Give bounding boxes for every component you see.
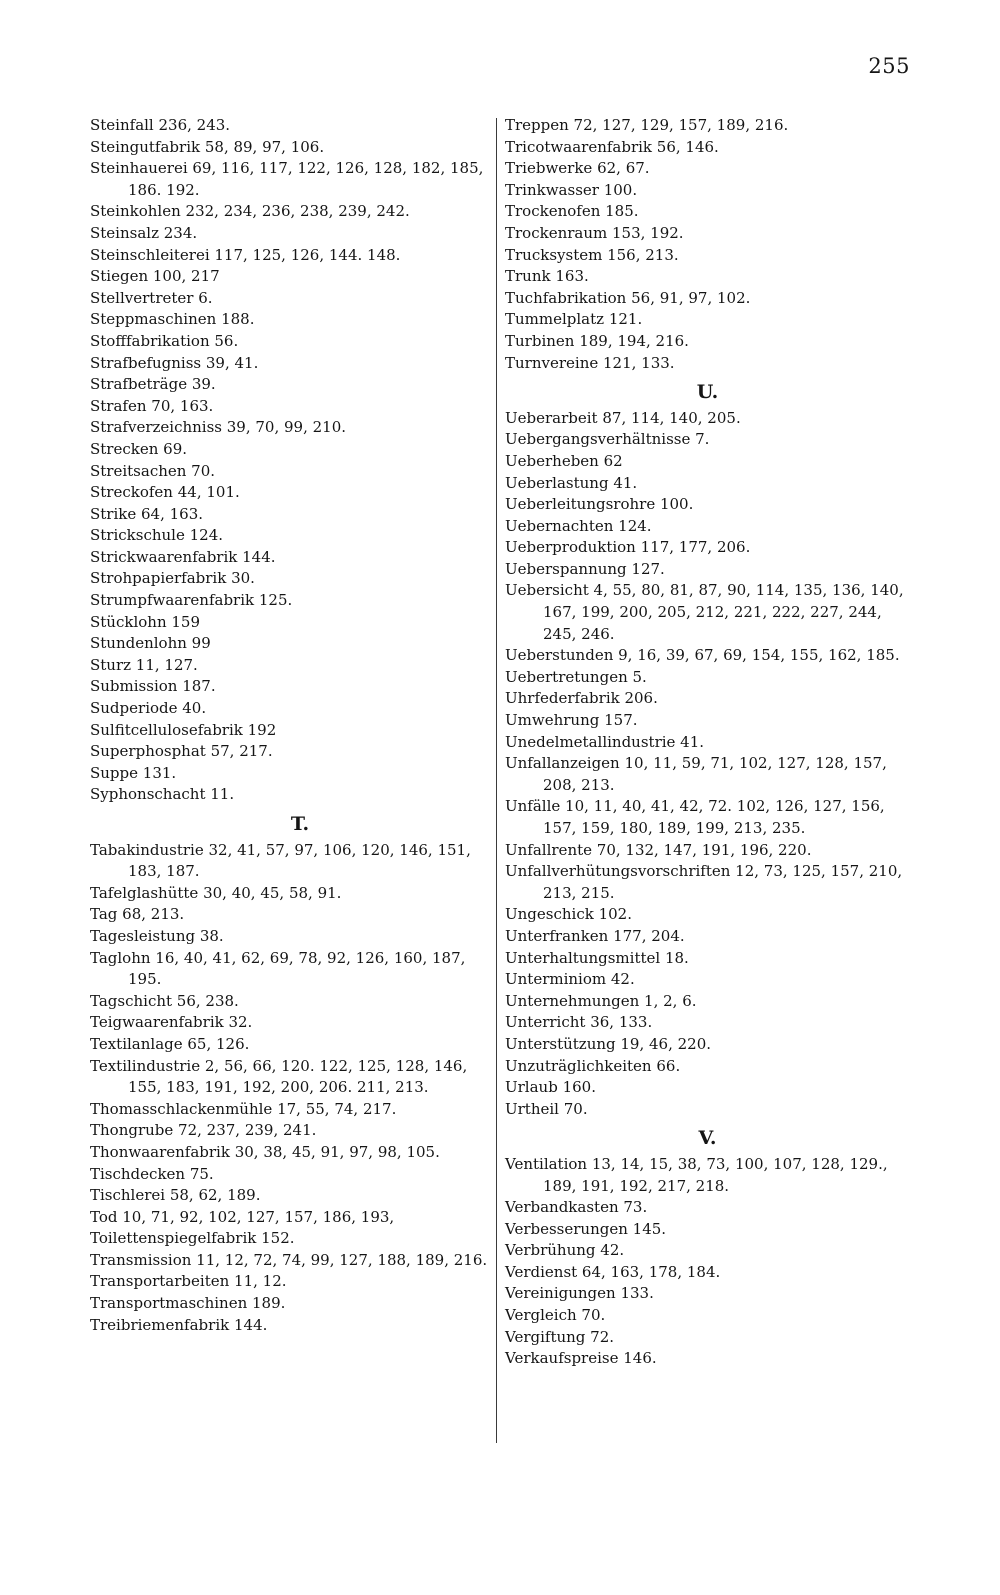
index-entry: Submission 187.: [90, 677, 216, 696]
index-entry: Verdienst 64, 163, 178, 184.: [505, 1262, 721, 1281]
index-entry: Taglohn 16, 40, 41, 62, 69, 78, 92, 126, 160, 187, 195.: [90, 948, 466, 989]
index-entry: Strafbeträge 39.: [90, 375, 216, 394]
index-entry: Turbinen 189, 194, 216.: [505, 331, 689, 350]
index-entry: Strafbefugniss 39, 41.: [90, 353, 259, 372]
index-entry: Unfallverhütungsvorschriften 12, 73, 125, 157, 210, 213, 215.: [505, 862, 903, 902]
index-entry: Tricotwaarenfabrik 56, 146.: [505, 137, 719, 156]
index-entry: Strike 64, 163.: [90, 504, 204, 523]
index-entry: Transportmaschinen 189.: [90, 1294, 286, 1313]
index-entry: Transportarbeiten 11, 12.: [90, 1272, 287, 1291]
index-entry: Unedelmetallindustrie 41.: [505, 732, 705, 751]
index-entry: Uebernachten 124.: [505, 516, 652, 535]
index-entry: Unzuträglichkeiten 66.: [505, 1056, 681, 1075]
index-entry: Stücklohn 159: [90, 612, 201, 631]
index-entry: Unfallanzeigen 10, 11, 59, 71, 102, 127, 128, 157, 208, 213.: [505, 754, 887, 794]
page-number: 255: [868, 54, 910, 78]
index-entry: Steinsalz 234.: [90, 223, 198, 242]
index-entry: Thonwaarenfabrik 30, 38, 45, 91, 97, 98, 105.: [90, 1142, 440, 1161]
index-entry: Trockenraum 153, 192.: [505, 223, 684, 242]
index-entry: Treibriemenfabrik 144.: [90, 1315, 268, 1334]
index-entry: Vereinigungen 133.: [505, 1284, 654, 1303]
index-entry: Thongrube 72, 237, 239, 241.: [90, 1121, 317, 1140]
index-entry: Sturz 11, 127.: [90, 655, 198, 674]
index-entry: Tischlerei 58, 62, 189.: [90, 1186, 261, 1205]
index-entry: Tuchfabrikation 56, 91, 97, 102.: [505, 288, 751, 307]
index-entry: Steinkohlen 232, 234, 236, 238, 239, 242.: [90, 202, 410, 221]
index-entry: Stiegen 100, 217: [90, 267, 220, 286]
index-entry: Ueberstunden 9, 16, 39, 67, 69, 154, 155, 162, 185.: [505, 646, 900, 665]
section-letter: T.: [290, 813, 310, 835]
index-entry: Steinfall 236, 243.: [90, 116, 231, 134]
right-column: [505, 115, 910, 1370]
index-entry: Transmission 11, 12, 72, 74, 99, 127, 188, 189, 216.: [90, 1250, 488, 1269]
index-entry: Textilanlage 65, 126.: [90, 1034, 250, 1053]
index-entry: Unternehmungen 1, 2, 6.: [505, 991, 697, 1010]
index-entry: Unfallrente 70, 132, 147, 191, 196, 220.: [505, 840, 812, 859]
index-entry: Vergiftung 72.: [505, 1327, 615, 1346]
index-entry: Unterhaltungsmittel 18.: [505, 948, 689, 967]
index-entry: Unterminiom 42.: [505, 970, 635, 989]
index-entry: Verbandkasten 73.: [505, 1198, 648, 1217]
index-entry: Ueberproduktion 117, 177, 206.: [505, 538, 751, 557]
index-entry: Textilindustrie 2, 56, 66, 120. 122, 125, 128, 146, 155, 183, 191, 192, 200, 206. 211, 213.: [90, 1056, 468, 1097]
index-entry: Unterstützung 19, 46, 220.: [505, 1034, 712, 1053]
index-entry: Tod 10, 71, 92, 102, 127, 157, 186, 193,: [90, 1207, 395, 1226]
section-letter: V.: [698, 1127, 717, 1150]
index-entry: Trockenofen 185.: [505, 202, 639, 221]
index-entry: Teigwaarenfabrik 32.: [90, 1013, 253, 1032]
index-entry: Unfälle 10, 11, 40, 41, 42, 72. 102, 126, 127, 156, 157, 159, 180, 189, 199, 213, 235.: [505, 797, 885, 837]
index-entry: Sudperiode 40.: [90, 699, 207, 718]
index-entry: Uebergangsverhältnisse 7.: [505, 430, 710, 449]
index-entry: Ueberleitungsrohre 100.: [505, 495, 694, 514]
index-entry: Uhrfederfabrik 206.: [505, 689, 658, 708]
index-entry: Tafelglashütte 30, 40, 45, 58, 91.: [90, 883, 342, 902]
index-entry: Strecken 69.: [90, 439, 188, 458]
index-entry: Strafverzeichniss 39, 70, 99, 210.: [90, 418, 347, 437]
index-entry: Urlaub 160.: [505, 1078, 596, 1097]
column-divider: [496, 118, 497, 1443]
index-entry: Steinhauerei 69, 116, 117, 122, 126, 128, 182, 185, 186. 192.: [90, 159, 484, 199]
index-entry: Strohpapierfabrik 30.: [90, 569, 255, 588]
index-entry: Strickwaarenfabrik 144.: [90, 547, 276, 566]
index-entry: Strickschule 124.: [90, 526, 224, 545]
index-entry: Ventilation 13, 14, 15, 38, 73, 100, 107, 128, 129., 189, 191, 192, 217, 218.: [505, 1154, 888, 1195]
index-entry: Uebertretungen 5.: [505, 667, 647, 686]
index-entry: Stundenlohn 99: [90, 634, 211, 653]
index-entry: Superphosphat 57, 217.: [90, 742, 273, 761]
index-entry: Verbrühung 42.: [505, 1241, 625, 1260]
index-entry: Tagschicht 56, 238.: [90, 991, 239, 1010]
index-entry: Unterfranken 177, 204.: [505, 926, 685, 945]
index-entry: Syphonschacht 11.: [90, 785, 235, 804]
index-entry: Streckofen 44, 101.: [90, 483, 240, 502]
index-entry: Tummelplatz 121.: [505, 310, 643, 329]
index-entry: Ueberspannung 127.: [505, 559, 665, 578]
index-entry: Strumpfwaarenfabrik 125.: [90, 591, 293, 610]
index-entry: Trunk 163.: [505, 267, 589, 286]
index-entry: Tischdecken 75.: [90, 1164, 214, 1183]
index-entry: Ueberlastung 41.: [505, 473, 638, 492]
index-entry: Ueberheben 62: [505, 451, 623, 470]
index-entry: Ungeschick 102.: [505, 905, 632, 924]
index-entry: Ueberarbeit 87, 114, 140, 205.: [505, 408, 741, 427]
index-entry: Verkaufspreise 146.: [505, 1349, 657, 1368]
index-entry: Tagesleistung 38.: [90, 926, 224, 945]
index-entry: Uebersicht 4, 55, 80, 81, 87, 90, 114, 135, 136, 140, 167, 199, 200, 205, 212, 221, 222, 227, 244, 245, 246.: [505, 581, 904, 643]
index-entry: Tabakindustrie 32, 41, 57, 97, 106, 120, 146, 151, 183, 187.: [90, 840, 471, 881]
index-entry: Stellvertreter 6.: [90, 288, 213, 307]
index-entry: Stofffabrikation 56.: [90, 331, 239, 350]
index-entry: Suppe 131.: [90, 763, 177, 782]
index-entry: Steppmaschinen 188.: [90, 310, 255, 329]
index-entry: Steinschleiterei 117, 125, 126, 144. 148.: [90, 245, 401, 264]
index-entry: Unterricht 36, 133.: [505, 1013, 653, 1032]
index-entry: Vergleich 70.: [505, 1306, 606, 1325]
index-entry: Tag 68, 213.: [90, 905, 185, 924]
index-entry: Thomasschlackenmühle 17, 55, 74, 217.: [90, 1099, 397, 1118]
index-entry: Urtheil 70.: [505, 1099, 588, 1118]
index-entry: Strafen 70, 163.: [90, 396, 214, 415]
index-entry: Streitsachen 70.: [90, 461, 216, 480]
left-column: [90, 115, 490, 1336]
index-entry: Sulfitcellulosefabrik 192: [90, 720, 277, 739]
index-entry: Treppen 72, 127, 129, 157, 189, 216.: [505, 116, 789, 134]
index-entry: Verbesserungen 145.: [505, 1219, 667, 1238]
index-entry: Steingutfabrik 58, 89, 97, 106.: [90, 137, 325, 156]
index-entry: Trucksystem 156, 213.: [505, 245, 679, 264]
index-entry: Umwehrung 157.: [505, 711, 638, 730]
section-letter: U.: [696, 381, 719, 404]
index-entry: Toilettenspiegelfabrik 152.: [90, 1229, 295, 1248]
index-entry: Turnvereine 121, 133.: [505, 353, 675, 372]
index-entry: Trinkwasser 100.: [505, 180, 638, 199]
index-entry: Triebwerke 62, 67.: [505, 159, 650, 178]
